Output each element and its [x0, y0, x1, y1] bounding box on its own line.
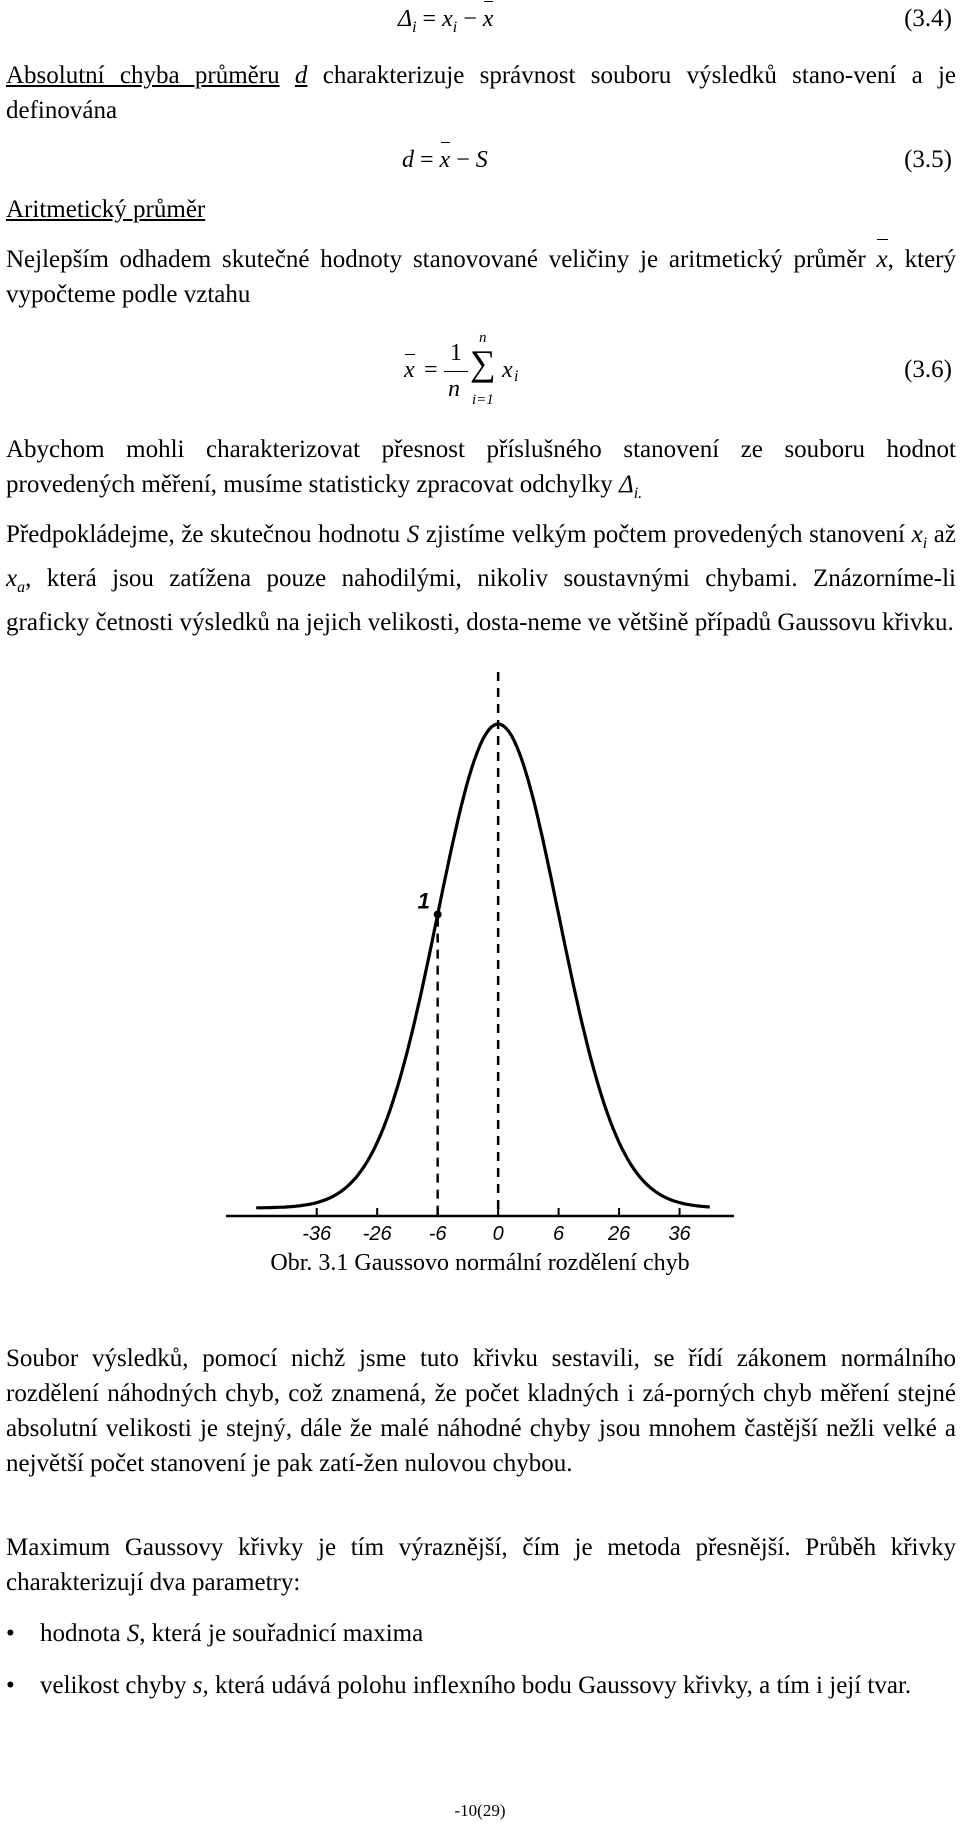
equation-3-5: d = x − S — [402, 147, 488, 173]
gaussian-curve-series — [256, 724, 710, 1208]
x-bar: x — [404, 357, 415, 383]
equation-number-3-6: (3.6) — [904, 356, 952, 383]
delta-symbol: Δ — [398, 6, 413, 32]
figure-caption: Obr. 3.1 Gaussovo normální rozdělení chyb — [270, 1250, 690, 1276]
x-tick-label: -36 — [302, 1223, 332, 1240]
x-bar: x — [482, 6, 494, 32]
x-tick-label: 26 — [607, 1223, 631, 1240]
paragraph-normal-distribution: Soubor výsledků, pomocí nichž jsme tuto křivku sestavili, se řídí zákonem normálního rozdělení náhodných chyb, což znamená, že počet kladných i zá-porných chyb měření stejné absolutní velikosti je stejný, dále že malé náhodné chyby jsou mnohem častější nežli velké a největší počet stanovení je pak zatí-žen nulovou chybou. — [6, 1345, 956, 1477]
inflection-point-label: 1 — [417, 888, 430, 914]
x-tick-label: -6 — [428, 1223, 447, 1240]
section-heading-arithmetic-mean: Aritmetický průměr — [6, 196, 206, 223]
sum-symbol: ∑ — [470, 343, 496, 383]
gaussian-curve-chart — [220, 670, 740, 1240]
term-absolute-error: Absolutní chyba průměru — [6, 62, 280, 89]
x-bar: x — [439, 147, 451, 173]
bullet-icon: • — [6, 1620, 15, 1647]
equation-number-3-5: (3.5) — [904, 146, 952, 173]
x-tick-label: 36 — [668, 1223, 691, 1240]
equation-3-6: x = 1 n n ∑ i=1 x i — [404, 330, 519, 408]
x-bar: x — [876, 242, 887, 277]
x-tick-label: 0 — [492, 1223, 504, 1240]
paragraph-maximum: Maximum Gaussovy křivky je tím výraznější, čím je metoda přesnější. Průběh křivky charakterizují dva parametry: — [6, 1534, 956, 1596]
x-tick-label: 6 — [553, 1223, 565, 1240]
page-number: -10(29) — [454, 1801, 506, 1820]
inflection-point-marker — [434, 910, 442, 918]
paragraph-assumption: Předpokládejme, že skutečnou hodnotu S zjistíme velkým počtem provedených stanovení $x_i$ až $x_a$, která jsou zatížena pouze nahodilými, nikoliv soustavnými chybami. Znázorníme-li graficky četnosti výsledků na jejich velikosti, dosta-neme ve většině případů Gaussovu křivku. — [6, 521, 956, 636]
x-tick-label: -26 — [362, 1223, 392, 1240]
bullet-icon: • — [6, 1672, 15, 1699]
paragraph-best-estimate: Nejlepším odhadem skutečné hodnoty stanovované veličiny je aritmetický průměr x, který vypočteme podle vztahu — [6, 242, 956, 312]
paragraph-deviations: Abychom mohli charakterizovat přesnost příslušného stanovení ze souboru hodnot provedených měření, musíme statisticky zpracovat odchylky $\Delta_{i.}$ — [6, 436, 956, 502]
paragraph-absolute-error: Absolutní chyba průměru d charakterizuje správnost souboru výsledků stano-vení a je definována — [6, 62, 957, 124]
equation-3-4: $\Delta_i = x_i - x$ — [398, 6, 494, 36]
bullet-item-s: • hodnota S, která je souřadnicí maxima — [6, 1616, 956, 1651]
equation-number-3-4: (3.4) — [904, 5, 952, 32]
bullet-item-error-size: • velikost chyby s, která udává polohu inflexního bodu Gaussovy křivky, a tím i její tvar. — [6, 1668, 956, 1703]
